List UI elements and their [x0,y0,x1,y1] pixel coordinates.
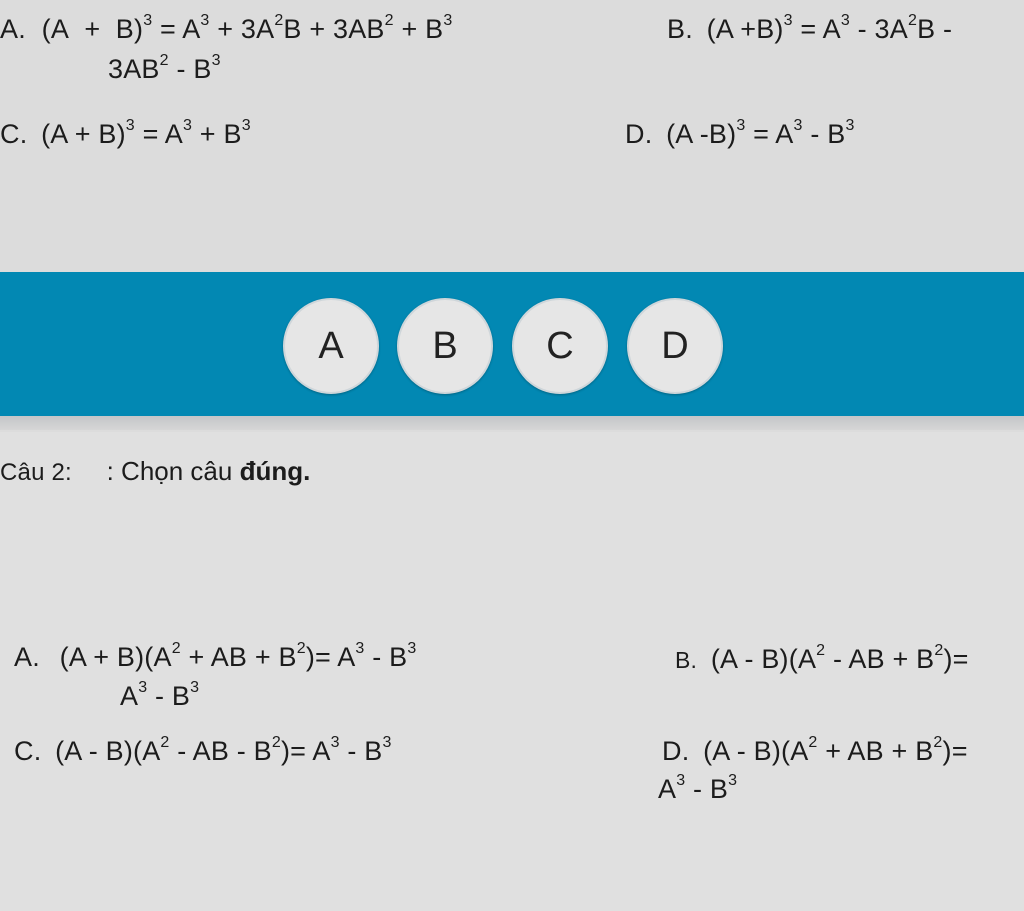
option-letter: D. [625,119,653,149]
q1-option-a-line2: $3AB^2 - B^3$ [108,52,221,84]
q2-option-d: D. $(A - B)(A^2$ + AB + $B^2)=$ [662,734,968,766]
question-label: Câu 2: [0,459,72,486]
answer-bar-shadow [0,416,1024,430]
q2-option-a: A. $(A + B)(A^2$ + AB + $B^2)= A^3 - B^3$ [14,640,417,672]
q1-option-d: D. (A $-B)^3 = A^3 - B^3$ [625,117,855,149]
option-letter: A. [0,14,26,44]
option-letter: C. [0,119,28,149]
option-letter: D. [662,736,690,766]
q2-option-c: C. $(A - B)(A^2$ - AB - $B^2)= A^3 - B^3$ [14,734,392,766]
q2-option-b: B. $(A - B)(A^2$ - AB + $B^2)=$ [675,642,969,674]
q1-option-a: A. $(A + B)^3 = A^3 + 3A^2B + 3AB^2 + B^3$ [0,12,453,44]
q2-option-d-line2: $A^3 - B^3$ [658,772,738,804]
answer-button-d[interactable]: D [627,298,723,394]
answer-button-b[interactable]: B [397,298,493,394]
question-prompt: : Chọn câu đúng. [106,456,311,486]
option-letter: C. [14,736,42,766]
answer-button-c[interactable]: C [512,298,608,394]
q1-option-c: C. $(A + B)^3 = A^3 + B^3$ [0,117,251,149]
q1-option-b: B. $(A +B)^3 = A^3 - 3A^2B$ - [667,12,953,44]
option-letter: B. [667,14,693,44]
question-2-title [0,456,310,487]
option-letter: B. [675,647,698,673]
q2-option-a-line2: $A^3 - B^3$ [120,679,200,711]
option-letter: A. [14,642,40,672]
answer-button-a[interactable]: A [283,298,379,394]
